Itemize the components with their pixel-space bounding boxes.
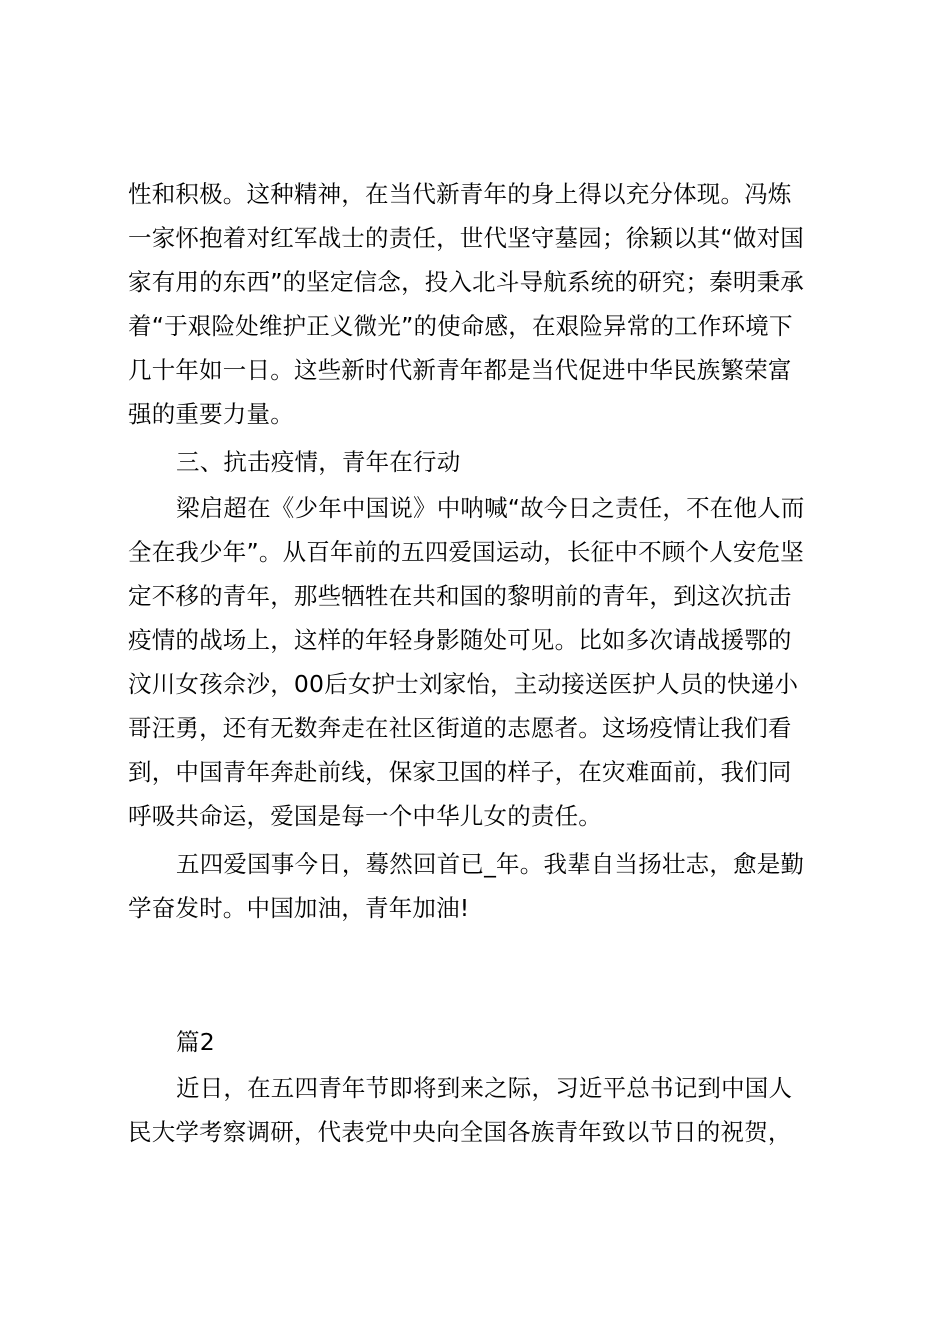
text-line: 疫情的战场上，这样的年轻身影随处可见。比如多次请战援鄂的: [128, 626, 792, 654]
text-line: 一家怀抱着对红军战士的责任，世代坚守墓园；徐颖以其“做对国: [128, 224, 804, 252]
text-line: 几十年如一日。这些新时代新青年都是当代促进中华民族繁荣富: [128, 356, 792, 384]
text-line: 近日，在五四青年节即将到来之际，习近平总书记到中国人: [176, 1074, 793, 1102]
text-line: 民大学考察调研，代表党中央向全国各族青年致以节日的祝贺，: [128, 1118, 792, 1146]
text-line: 定不移的青年，那些牺牲在共和国的黎明前的青年，到这次抗击: [128, 582, 792, 610]
text-line: 到，中国青年奔赴前线，保家卫国的样子，在灾难面前，我们同: [128, 758, 792, 786]
text-line: 汶川女孩佘沙，00后女护士刘家怡，主动接送医护人员的快递小: [128, 670, 799, 698]
text-line: 强的重要力量。: [128, 400, 294, 428]
text-line: 哥汪勇，还有无数奔走在社区街道的志愿者。这场疫情让我们看: [128, 714, 792, 742]
text-line: 梁启超在《少年中国说》中呐喊“故今日之责任，不在他人而: [176, 494, 805, 522]
text-line: 五四爱国事今日，蓦然回首已_年。我辈自当扬壮志，愈是勤: [176, 850, 805, 878]
text-line: 家有用的东西”的坚定信念，投入北斗导航系统的研究；秦明秉承: [128, 268, 804, 296]
text-line: 呼吸共命运，爱国是每一个中华儿女的责任。: [128, 802, 602, 830]
text-line: 全在我少年”。从百年前的五四爱国运动，长征中不顾个人安危坚: [128, 538, 804, 566]
section-heading: 三、抗击疫情，青年在行动: [176, 448, 461, 476]
text-line: 着“于艰险处维护正义微光”的使命感，在艰险异常的工作环境下: [128, 312, 793, 340]
section-heading: 篇2: [176, 1028, 215, 1056]
text-line: 学奋发时。中国加油，青年加油!: [128, 894, 470, 922]
text-line: 性和积极。这种精神，在当代新青年的身上得以充分体现。冯炼: [128, 180, 792, 208]
